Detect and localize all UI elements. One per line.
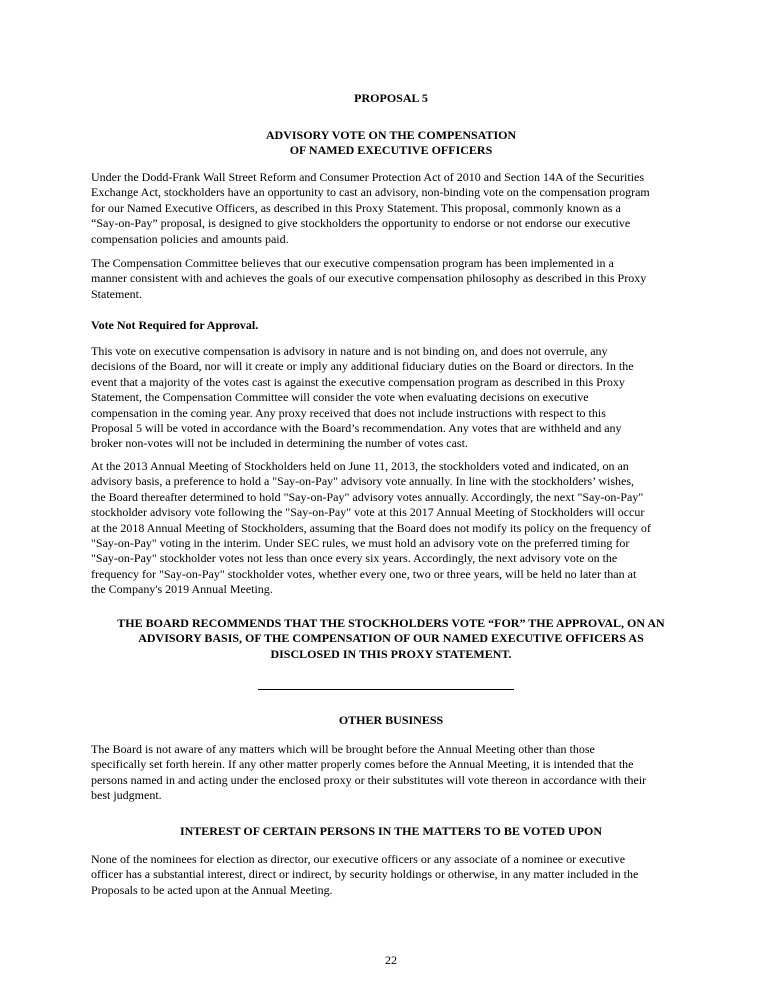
other-business-title: OTHER BUSINESS (338, 713, 444, 727)
paragraph-dodd-frank: Under the Dodd-Frank Wall Street Reform and Consumer Protection Act of 2010 and Section 14A of the Securities Exchange Act, stockholders have an opportunity to cast an advisory, non-binding vote on the compensation program for our Named Executive Officers, as described in this Proxy Statement. This proposal, commonly known as a “Say-on-Pay” proposal, is designed to give stockholders the opportunity to endorse or not endorse our executive compensation policies and amounts paid. (91, 170, 650, 246)
page-number: 22 (385, 953, 397, 967)
section-divider (258, 689, 514, 690)
paragraph-advisory-nature: This vote on executive compensation is advisory in nature and is not binding on, and does not overrule, any decisions of the Board, nor will it create or imply any additional fiduciary duties on the Board or directors. In the event that a majority of the votes cast is against the executive compensation program as described in this Proxy Statement, the Compensation Committee will consider the vote when evaluating decisions on executive compensation in the coming year. Any proxy received that does not include instructions with respect to this Proposal 5 will be voted in accordance with the Board’s recommendation. Any votes that are withheld and any broker non-votes will not be included in determining the number of votes cast. (91, 344, 634, 451)
paragraph-compensation-committee: The Compensation Committee believes that our executive compensation program has been implemented in a manner consistent with and achieves the goals of our executive compensation philosophy as described in this Proxy Statement. (91, 256, 647, 301)
paragraph-2013-annual-meeting: At the 2013 Annual Meeting of Stockholders held on June 11, 2013, the stockholders voted and indicated, on an advisory basis, a preference to hold a "Say-on-Pay" advisory vote annually. In line with the stockholders’ wishes, the Board thereafter determined to hold "Say-on-Pay" advisory votes annually. Accordingly, the next "Say-on-Pay" stockholder advisory vote following the "Say-on-Pay" vote at this 2017 Annual Meeting of Stockholders will occur at the 2018 Annual Meeting of Stockholders, assuming that the Board does not modify its policy on the frequency of "Say-on-Pay" voting in the interim. Under SEC rules, we must hold an advisory vote on the preferred timing for "Say-on-Pay" stockholder votes not less than once every six years. Accordingly, the next advisory vote on the frequency for "Say-on-Pay" stockholder votes, whether every one, two or three years, will be held no later than at the Company's 2019 Annual Meeting. (91, 459, 651, 597)
proposal-title: PROPOSAL 5 (354, 91, 428, 105)
paragraph-interest: None of the nominees for election as director, our executive officers or any associate of a nominee or executive officer has a substantial interest, direct or indirect, by security holdings or otherwise, in any matter included in the Proposals to be acted upon at the Annual Meeting. (91, 852, 639, 897)
proposal-heading: ADVISORY VOTE ON THE COMPENSATION OF NAMED EXECUTIVE OFFICERS (265, 128, 517, 158)
vote-not-required-heading: Vote Not Required for Approval. (91, 318, 259, 332)
board-recommendation: THE BOARD RECOMMENDS THAT THE STOCKHOLDERS VOTE “FOR” THE APPROVAL, ON AN ADVISORY BASIS, OF THE COMPENSATION OF OUR NAMED EXECUTIVE OFFICERS AS DISCLOSED IN THIS PROXY STATEMENT. (117, 616, 665, 661)
interest-title: INTEREST OF CERTAIN PERSONS IN THE MATTERS TO BE VOTED UPON (179, 824, 603, 838)
paragraph-other-business: The Board is not aware of any matters which will be brought before the Annual Meeting other than those specifically set forth herein. If any other matter properly comes before the Annual Meeting, it is intended that the persons named in and acting under the enclosed proxy or their substitutes will vote thereon in accordance with their best judgment. (91, 742, 647, 803)
